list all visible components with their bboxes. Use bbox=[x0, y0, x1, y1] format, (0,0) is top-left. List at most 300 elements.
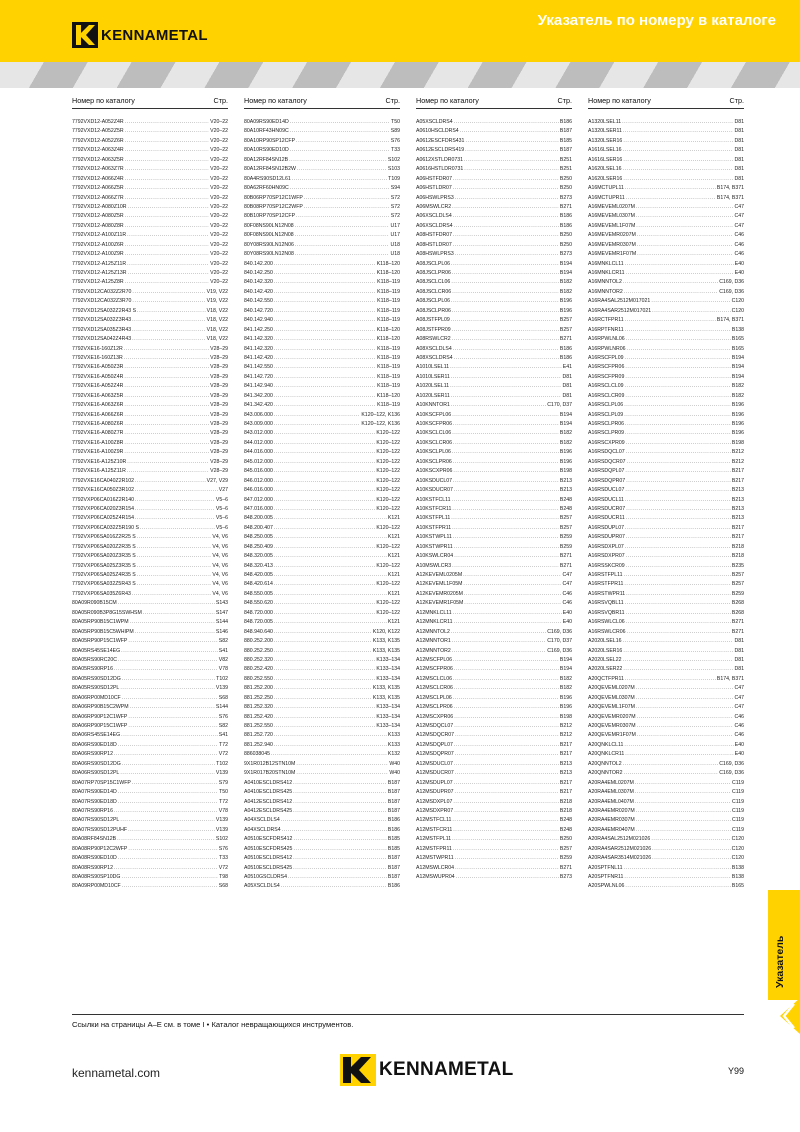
section-tab[interactable] bbox=[768, 890, 800, 1000]
page-reference[interactable]: K133–134 bbox=[376, 656, 400, 663]
page-reference[interactable]: V28–29 bbox=[210, 373, 228, 380]
page-reference[interactable]: V20–22 bbox=[210, 166, 228, 173]
page-reference[interactable]: B217 bbox=[731, 468, 744, 475]
page-reference[interactable]: V28–29 bbox=[210, 421, 228, 427]
page-reference[interactable]: S72 bbox=[390, 203, 400, 210]
page-reference[interactable]: C120 bbox=[731, 845, 744, 852]
page-reference[interactable]: K120–122, K136 bbox=[361, 421, 400, 427]
page-reference[interactable]: K120–122 bbox=[376, 430, 400, 437]
page-reference[interactable]: B248 bbox=[559, 826, 572, 833]
page-reference[interactable]: C119 bbox=[731, 817, 744, 824]
page-reference[interactable]: B268 bbox=[731, 600, 744, 607]
page-reference[interactable]: S41 bbox=[218, 647, 228, 654]
page-reference[interactable]: V5–6 bbox=[215, 496, 228, 503]
page-reference[interactable]: S68 bbox=[218, 883, 228, 890]
page-reference[interactable]: B194 bbox=[731, 364, 744, 371]
page-reference[interactable]: B187 bbox=[387, 798, 400, 805]
page-reference[interactable]: K120–122 bbox=[376, 449, 400, 456]
page-reference[interactable]: D81 bbox=[734, 647, 744, 654]
page-reference[interactable]: B165 bbox=[731, 883, 744, 890]
page-reference[interactable]: B196 bbox=[731, 402, 744, 409]
page-reference[interactable]: B212 bbox=[559, 732, 572, 739]
page-reference[interactable]: K118–120 bbox=[376, 336, 400, 343]
page-reference[interactable]: V5–6 bbox=[215, 505, 228, 512]
page-reference[interactable]: B187 bbox=[387, 779, 400, 786]
page-reference[interactable]: K133 bbox=[387, 741, 400, 748]
page-reference[interactable]: K118–119 bbox=[377, 354, 400, 361]
page-reference[interactable]: C47 bbox=[734, 213, 744, 220]
page-reference[interactable]: B198 bbox=[731, 439, 744, 446]
page-reference[interactable]: C47 bbox=[734, 704, 744, 711]
page-reference[interactable]: B182 bbox=[731, 383, 744, 390]
page-reference[interactable]: K120, K122 bbox=[372, 628, 400, 635]
page-reference[interactable]: B194 bbox=[559, 656, 572, 663]
page-reference[interactable]: V28–29 bbox=[210, 468, 228, 475]
page-reference[interactable]: S82 bbox=[218, 638, 228, 645]
page-reference[interactable]: K120–122 bbox=[376, 505, 400, 512]
page-reference[interactable]: T33 bbox=[219, 855, 228, 862]
page-reference[interactable]: E40 bbox=[734, 270, 744, 276]
page-reference[interactable]: K133–134 bbox=[376, 704, 400, 711]
page-reference[interactable]: B186 bbox=[387, 817, 400, 824]
page-reference[interactable]: B257 bbox=[559, 524, 572, 531]
page-reference[interactable]: K118–119 bbox=[377, 288, 400, 295]
page-reference[interactable]: K133–134 bbox=[376, 713, 400, 720]
page-reference[interactable]: B251 bbox=[559, 156, 572, 163]
page-reference[interactable]: B196 bbox=[731, 430, 744, 437]
page-reference[interactable]: B198 bbox=[559, 468, 572, 475]
page-reference[interactable]: C46 bbox=[734, 251, 744, 258]
page-reference[interactable]: B182 bbox=[559, 439, 572, 446]
page-reference[interactable]: V28–29 bbox=[210, 411, 228, 418]
page-reference[interactable]: S68 bbox=[218, 694, 228, 701]
page-reference[interactable]: T50 bbox=[391, 119, 400, 125]
page-reference[interactable]: D81 bbox=[734, 166, 744, 173]
page-reference[interactable]: B271 bbox=[559, 553, 572, 560]
page-reference[interactable]: K120–122 bbox=[376, 477, 400, 484]
page-reference[interactable]: E41 bbox=[562, 364, 572, 371]
page-reference[interactable]: D81 bbox=[734, 638, 744, 645]
page-reference[interactable]: T102 bbox=[216, 675, 228, 682]
page-reference[interactable]: K133–134 bbox=[376, 675, 400, 682]
page-reference[interactable]: K120–122 bbox=[376, 562, 400, 569]
page-reference[interactable]: K133, K135 bbox=[372, 638, 400, 645]
page-reference[interactable]: B217 bbox=[731, 534, 744, 541]
page-reference[interactable]: V20–22 bbox=[210, 222, 228, 229]
page-reference[interactable]: D81 bbox=[562, 373, 572, 380]
page-reference[interactable]: B217 bbox=[731, 524, 744, 531]
page-reference[interactable]: C169, D36 bbox=[719, 770, 744, 777]
page-reference[interactable]: C119 bbox=[731, 826, 744, 833]
page-reference[interactable]: S144 bbox=[215, 619, 228, 626]
page-reference[interactable]: C169, D36 bbox=[719, 279, 744, 286]
page-reference[interactable]: W40 bbox=[389, 770, 400, 777]
page-reference[interactable]: S102 bbox=[387, 156, 400, 163]
page-reference[interactable]: B257 bbox=[559, 326, 572, 333]
page-reference[interactable]: B213 bbox=[559, 477, 572, 484]
page-reference[interactable]: B182 bbox=[559, 675, 572, 682]
page-reference[interactable]: K120–122 bbox=[376, 468, 400, 475]
page-reference[interactable]: S89 bbox=[390, 128, 400, 135]
page-reference[interactable]: B174, B371 bbox=[716, 185, 744, 192]
page-reference[interactable]: C47 bbox=[562, 581, 572, 588]
page-reference[interactable]: B212 bbox=[731, 458, 744, 465]
page-reference[interactable]: V18, V22 bbox=[206, 336, 228, 343]
page-reference[interactable]: C119 bbox=[731, 779, 744, 786]
page-reference[interactable]: B196 bbox=[559, 704, 572, 711]
page-reference[interactable]: B213 bbox=[731, 515, 744, 522]
page-reference[interactable]: B273 bbox=[559, 194, 572, 201]
page-reference[interactable]: V78 bbox=[218, 807, 228, 814]
page-reference[interactable]: V5–6 bbox=[215, 524, 228, 531]
page-reference[interactable]: D81 bbox=[734, 666, 744, 673]
page-reference[interactable]: C169, D36 bbox=[719, 760, 744, 767]
page-reference[interactable]: B273 bbox=[559, 251, 572, 258]
page-reference[interactable]: B217 bbox=[559, 751, 572, 758]
page-reference[interactable]: B257 bbox=[731, 581, 744, 588]
page-reference[interactable]: B187 bbox=[387, 864, 400, 871]
page-reference[interactable]: C46 bbox=[562, 600, 572, 607]
page-reference[interactable]: B165 bbox=[731, 336, 744, 343]
page-reference[interactable]: C169, D36 bbox=[547, 647, 572, 654]
page-reference[interactable]: B138 bbox=[731, 864, 744, 871]
page-reference[interactable]: K120–122, K136 bbox=[361, 411, 400, 418]
page-reference[interactable]: B198 bbox=[559, 713, 572, 720]
page-reference[interactable]: B257 bbox=[559, 845, 572, 852]
page-reference[interactable]: B250 bbox=[559, 836, 572, 843]
page-reference[interactable]: B138 bbox=[731, 874, 744, 880]
page-reference[interactable]: B182 bbox=[559, 685, 572, 692]
page-reference[interactable]: B273 bbox=[559, 874, 572, 880]
page-reference[interactable]: V28–29 bbox=[210, 449, 228, 456]
page-reference[interactable]: V28–29 bbox=[210, 383, 228, 390]
page-reference[interactable]: B268 bbox=[731, 609, 744, 616]
page-reference[interactable]: V20–22 bbox=[210, 213, 228, 220]
page-reference[interactable]: V20–22 bbox=[210, 260, 228, 267]
page-reference[interactable]: D81 bbox=[734, 137, 744, 144]
page-reference[interactable]: K121 bbox=[387, 515, 400, 522]
page-reference[interactable]: B257 bbox=[731, 572, 744, 578]
page-reference[interactable]: C170, D37 bbox=[547, 402, 572, 409]
page-reference[interactable]: S103 bbox=[387, 166, 400, 173]
page-reference[interactable]: K120–122 bbox=[376, 496, 400, 503]
page-reference[interactable]: K133–134 bbox=[376, 723, 400, 729]
page-reference[interactable]: B194 bbox=[559, 260, 572, 267]
page-reference[interactable]: B213 bbox=[559, 487, 572, 494]
page-reference[interactable]: B186 bbox=[387, 883, 400, 890]
page-reference[interactable]: K132 bbox=[387, 751, 400, 758]
page-reference[interactable]: B218 bbox=[559, 798, 572, 805]
page-reference[interactable]: B194 bbox=[731, 354, 744, 361]
page-reference[interactable]: V4, V6 bbox=[212, 572, 228, 578]
page-reference[interactable]: B213 bbox=[559, 770, 572, 777]
page-reference[interactable]: T109 bbox=[388, 175, 400, 182]
page-reference[interactable]: B186 bbox=[559, 119, 572, 125]
page-reference[interactable]: V20–22 bbox=[210, 194, 228, 201]
page-reference[interactable]: B271 bbox=[559, 562, 572, 569]
page-reference[interactable]: C47 bbox=[562, 572, 572, 578]
page-reference[interactable]: C46 bbox=[734, 732, 744, 739]
page-reference[interactable]: D81 bbox=[562, 383, 572, 390]
page-reference[interactable]: B182 bbox=[731, 392, 744, 399]
page-reference[interactable]: B259 bbox=[559, 543, 572, 550]
page-reference[interactable]: K133, K135 bbox=[372, 694, 400, 701]
page-reference[interactable]: S146 bbox=[215, 628, 228, 635]
page-reference[interactable]: B196 bbox=[559, 449, 572, 456]
page-reference[interactable]: E40 bbox=[734, 741, 744, 748]
page-reference[interactable]: V18, V22 bbox=[206, 317, 228, 324]
page-reference[interactable]: V20–22 bbox=[210, 232, 228, 239]
page-reference[interactable]: B213 bbox=[559, 760, 572, 767]
page-reference[interactable]: B196 bbox=[559, 307, 572, 314]
page-reference[interactable]: B187 bbox=[387, 807, 400, 814]
page-reference[interactable]: S76 bbox=[390, 137, 400, 144]
page-reference[interactable]: V28–29 bbox=[210, 354, 228, 361]
page-reference[interactable]: K120–122 bbox=[376, 609, 400, 616]
page-reference[interactable]: B257 bbox=[559, 317, 572, 324]
page-reference[interactable]: K121 bbox=[387, 553, 400, 560]
page-reference[interactable]: B165 bbox=[731, 345, 744, 352]
page-reference[interactable]: B182 bbox=[559, 288, 572, 295]
page-reference[interactable]: W40 bbox=[389, 760, 400, 767]
page-reference[interactable]: C120 bbox=[731, 298, 744, 305]
website-link[interactable]: kennametal.com bbox=[72, 1066, 161, 1080]
page-reference[interactable]: V139 bbox=[215, 685, 228, 692]
page-reference[interactable]: V19, V22 bbox=[206, 288, 228, 295]
page-reference[interactable]: K120–122 bbox=[376, 487, 400, 494]
page-reference[interactable]: T72 bbox=[219, 798, 228, 805]
page-reference[interactable]: V72 bbox=[218, 751, 228, 758]
page-reference[interactable]: K118–119 bbox=[377, 279, 400, 286]
page-reference[interactable]: B212 bbox=[559, 723, 572, 729]
page-reference[interactable]: B250 bbox=[559, 241, 572, 248]
page-reference[interactable]: V27 bbox=[218, 487, 228, 494]
page-reference[interactable]: T72 bbox=[219, 741, 228, 748]
page-reference[interactable]: V139 bbox=[215, 826, 228, 833]
page-reference[interactable]: K121 bbox=[387, 590, 400, 597]
page-reference[interactable]: B196 bbox=[559, 298, 572, 305]
page-reference[interactable]: K133–134 bbox=[376, 666, 400, 673]
page-reference[interactable]: B196 bbox=[559, 694, 572, 701]
page-reference[interactable]: B259 bbox=[559, 534, 572, 541]
page-reference[interactable]: C120 bbox=[731, 836, 744, 843]
page-reference[interactable]: B138 bbox=[731, 326, 744, 333]
page-reference[interactable]: V139 bbox=[215, 817, 228, 824]
page-reference[interactable]: K118–119 bbox=[377, 307, 400, 314]
page-reference[interactable]: V28–29 bbox=[210, 402, 228, 409]
page-reference[interactable]: B194 bbox=[731, 373, 744, 380]
page-reference[interactable]: B217 bbox=[559, 741, 572, 748]
page-reference[interactable]: V20–22 bbox=[210, 270, 228, 276]
page-reference[interactable]: C47 bbox=[734, 222, 744, 229]
page-reference[interactable]: B182 bbox=[559, 279, 572, 286]
page-reference[interactable]: B212 bbox=[731, 449, 744, 456]
page-reference[interactable]: B217 bbox=[731, 477, 744, 484]
page-reference[interactable]: E40 bbox=[562, 609, 572, 616]
page-reference[interactable]: V20–22 bbox=[210, 251, 228, 258]
page-reference[interactable]: B271 bbox=[559, 203, 572, 210]
page-reference[interactable]: B196 bbox=[731, 421, 744, 427]
page-reference[interactable]: D81 bbox=[734, 119, 744, 125]
page-reference[interactable]: K120–122 bbox=[376, 458, 400, 465]
page-reference[interactable]: B174, B371 bbox=[716, 675, 744, 682]
page-reference[interactable]: B259 bbox=[731, 590, 744, 597]
page-reference[interactable]: K133 bbox=[387, 732, 400, 739]
page-reference[interactable]: D81 bbox=[734, 656, 744, 663]
page-reference[interactable]: C46 bbox=[734, 723, 744, 729]
page-reference[interactable]: B248 bbox=[559, 496, 572, 503]
page-reference[interactable]: B187 bbox=[387, 855, 400, 862]
page-reference[interactable]: K118–119 bbox=[377, 383, 400, 390]
page-reference[interactable]: C119 bbox=[731, 807, 744, 814]
page-reference[interactable]: V18, V22 bbox=[206, 326, 228, 333]
page-reference[interactable]: K118–119 bbox=[377, 317, 400, 324]
page-reference[interactable]: B186 bbox=[559, 222, 572, 229]
page-reference[interactable]: V20–22 bbox=[210, 203, 228, 210]
page-reference[interactable]: V20–22 bbox=[210, 147, 228, 154]
page-reference[interactable]: D81 bbox=[734, 147, 744, 154]
page-reference[interactable]: B235 bbox=[731, 562, 744, 569]
page-reference[interactable]: U18 bbox=[390, 251, 400, 258]
page-reference[interactable]: B194 bbox=[559, 411, 572, 418]
page-reference[interactable]: C170, D37 bbox=[547, 638, 572, 645]
page-reference[interactable]: S82 bbox=[218, 723, 228, 729]
page-reference[interactable]: B185 bbox=[559, 137, 572, 144]
page-reference[interactable]: B250 bbox=[559, 175, 572, 182]
page-reference[interactable]: V27, V29 bbox=[206, 477, 228, 484]
page-reference[interactable]: B185 bbox=[387, 845, 400, 852]
page-reference[interactable]: V82 bbox=[218, 656, 228, 663]
page-reference[interactable]: B187 bbox=[387, 789, 400, 796]
page-reference[interactable]: V20–22 bbox=[210, 119, 228, 125]
page-reference[interactable]: K120–122 bbox=[376, 600, 400, 607]
page-reference[interactable]: K120–122 bbox=[376, 543, 400, 550]
page-reference[interactable]: B271 bbox=[731, 619, 744, 626]
page-reference[interactable]: B217 bbox=[559, 779, 572, 786]
page-reference[interactable]: T102 bbox=[216, 760, 228, 767]
page-reference[interactable]: C169, D36 bbox=[547, 628, 572, 635]
page-reference[interactable]: B213 bbox=[731, 487, 744, 494]
page-reference[interactable]: C47 bbox=[734, 685, 744, 692]
page-reference[interactable]: K118–119 bbox=[377, 402, 400, 409]
page-reference[interactable]: V20–22 bbox=[210, 279, 228, 286]
page-reference[interactable]: V4, V6 bbox=[212, 534, 228, 541]
page-reference[interactable]: K120–122 bbox=[376, 524, 400, 531]
page-reference[interactable]: T98 bbox=[219, 874, 228, 880]
page-reference[interactable]: B194 bbox=[559, 421, 572, 427]
page-reference[interactable]: B217 bbox=[559, 789, 572, 796]
page-reference[interactable]: S144 bbox=[215, 704, 228, 711]
page-reference[interactable]: B271 bbox=[559, 864, 572, 871]
page-reference[interactable]: B259 bbox=[559, 855, 572, 862]
page-reference[interactable]: B174, B371 bbox=[716, 317, 744, 324]
page-reference[interactable]: B257 bbox=[559, 515, 572, 522]
page-reference[interactable]: T50 bbox=[219, 789, 228, 796]
page-reference[interactable]: V28–29 bbox=[210, 439, 228, 446]
page-reference[interactable]: B218 bbox=[731, 543, 744, 550]
page-reference[interactable]: U17 bbox=[390, 222, 400, 229]
page-reference[interactable]: B218 bbox=[559, 807, 572, 814]
page-reference[interactable]: V20–22 bbox=[210, 137, 228, 144]
page-reference[interactable]: B251 bbox=[559, 166, 572, 173]
page-reference[interactable]: K118–119 bbox=[377, 345, 400, 352]
page-reference[interactable]: B196 bbox=[731, 411, 744, 418]
page-reference[interactable]: C119 bbox=[731, 798, 744, 805]
page-reference[interactable]: B187 bbox=[559, 147, 572, 154]
page-reference[interactable]: S79 bbox=[218, 779, 228, 786]
page-reference[interactable]: S143 bbox=[215, 600, 228, 607]
page-reference[interactable]: K118–120 bbox=[376, 326, 400, 333]
page-reference[interactable]: B194 bbox=[559, 666, 572, 673]
page-reference[interactable]: S41 bbox=[218, 732, 228, 739]
page-reference[interactable]: B250 bbox=[559, 232, 572, 239]
page-reference[interactable]: B194 bbox=[559, 270, 572, 276]
page-reference[interactable]: C120 bbox=[731, 307, 744, 314]
page-reference[interactable]: C47 bbox=[734, 694, 744, 701]
page-reference[interactable]: B174, B371 bbox=[716, 194, 744, 201]
page-reference[interactable]: K133, K135 bbox=[372, 685, 400, 692]
page-reference[interactable]: S94 bbox=[390, 185, 400, 192]
page-reference[interactable]: C46 bbox=[562, 590, 572, 597]
page-reference[interactable]: V20–22 bbox=[210, 156, 228, 163]
page-reference[interactable]: B186 bbox=[559, 213, 572, 220]
page-reference[interactable]: B218 bbox=[731, 553, 744, 560]
page-reference[interactable]: K121 bbox=[387, 619, 400, 626]
page-reference[interactable]: K121 bbox=[387, 534, 400, 541]
page-reference[interactable]: B213 bbox=[731, 505, 744, 512]
page-reference[interactable]: S72 bbox=[390, 194, 400, 201]
page-reference[interactable]: C47 bbox=[734, 203, 744, 210]
page-reference[interactable]: E40 bbox=[734, 751, 744, 758]
page-reference[interactable]: B248 bbox=[559, 817, 572, 824]
page-reference[interactable]: T33 bbox=[391, 147, 400, 154]
page-reference[interactable]: B187 bbox=[559, 128, 572, 135]
page-reference[interactable]: V20–22 bbox=[210, 175, 228, 182]
page-reference[interactable]: B186 bbox=[559, 354, 572, 361]
page-reference[interactable]: B186 bbox=[387, 826, 400, 833]
page-reference[interactable]: V5–6 bbox=[215, 515, 228, 522]
page-reference[interactable]: S102 bbox=[215, 836, 228, 843]
page-reference[interactable]: K118–119 bbox=[377, 373, 400, 380]
page-reference[interactable]: K118–120 bbox=[376, 270, 400, 276]
page-reference[interactable]: D81 bbox=[734, 128, 744, 135]
page-reference[interactable]: C120 bbox=[731, 855, 744, 862]
page-reference[interactable]: V139 bbox=[215, 770, 228, 777]
page-reference[interactable]: V20–22 bbox=[210, 185, 228, 192]
page-reference[interactable]: U17 bbox=[390, 232, 400, 239]
page-reference[interactable]: K133, K135 bbox=[372, 647, 400, 654]
page-reference[interactable]: B186 bbox=[559, 345, 572, 352]
page-reference[interactable]: V78 bbox=[218, 666, 228, 673]
page-reference[interactable]: S76 bbox=[218, 845, 228, 852]
page-reference[interactable]: V28–29 bbox=[210, 430, 228, 437]
page-reference[interactable]: V20–22 bbox=[210, 128, 228, 135]
page-reference[interactable]: C46 bbox=[734, 241, 744, 248]
page-reference[interactable]: D81 bbox=[562, 392, 572, 399]
page-reference[interactable]: V28–29 bbox=[210, 458, 228, 465]
page-reference[interactable]: V18, V22 bbox=[206, 307, 228, 314]
page-reference[interactable]: V28–29 bbox=[210, 345, 228, 352]
page-reference[interactable]: C169, D36 bbox=[719, 288, 744, 295]
page-reference[interactable]: C46 bbox=[734, 232, 744, 239]
page-reference[interactable]: E40 bbox=[562, 619, 572, 626]
page-reference[interactable]: B248 bbox=[559, 505, 572, 512]
page-reference[interactable]: K118–120 bbox=[376, 260, 400, 267]
page-reference[interactable]: K118–120 bbox=[376, 392, 400, 399]
page-reference[interactable]: D81 bbox=[734, 156, 744, 163]
page-reference[interactable]: K120–122 bbox=[376, 439, 400, 446]
page-reference[interactable]: V4, V6 bbox=[212, 543, 228, 550]
